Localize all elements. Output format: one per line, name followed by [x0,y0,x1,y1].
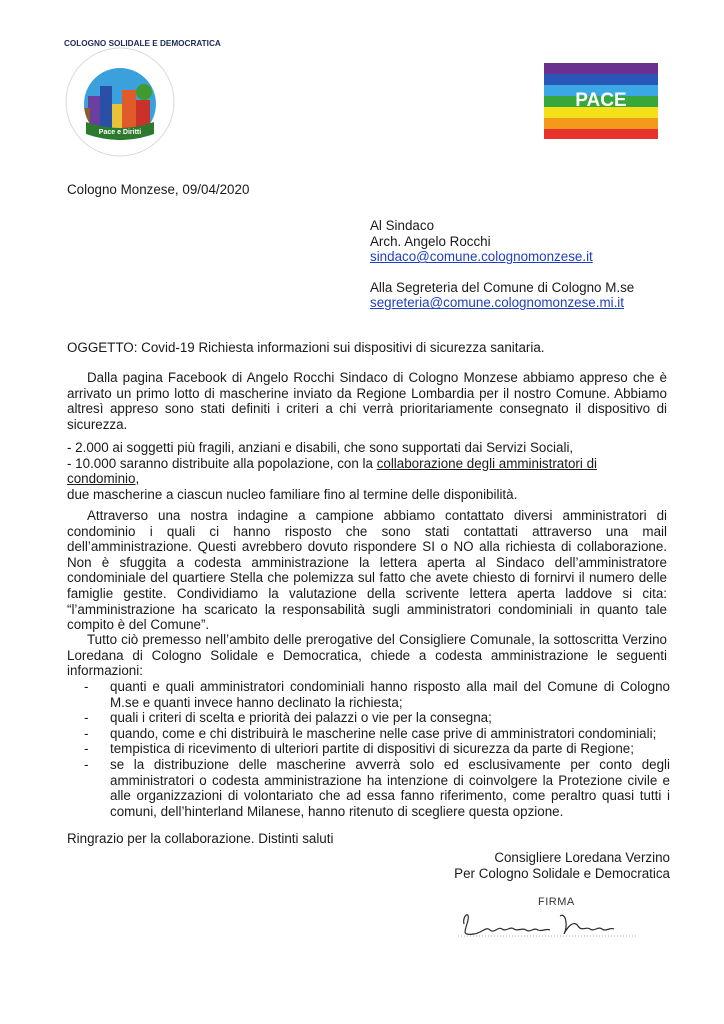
recipient-name: Arch. Angelo Rocchi [370,233,491,249]
criteria-item-population: - 10.000 saranno distribuite alla popolazione, con la collaborazione degli amministratori di condominio, [67,455,597,487]
list-item: - se la distribuzione delle mascherine avverrà solo ed esclusivamente per conto degli amministratori o codesta amministrazione ha intenzione di coinvolgere la Protezione civile e alle organizzazioni di volontariato che ad essa fanno riferimento, come peraltro quasi tutti i comuni, dell’hinterland Milanese, hanno ritenuto di scegliere questa opzione. [84,756,670,819]
peace-flag [544,63,658,139]
logo-banner-text: Pace e Diritti [98,129,142,136]
list-item: - quando, come e chi distribuirà le mascherine nelle case prive di amministratori condominiali; [84,725,657,741]
secretariat-email-link[interactable]: segreteria@comune.colognomonzese.mi.it [370,295,625,311]
cologno-solidale-logo [64,39,221,158]
place-date: Cologno Monzese, 09/04/2020 [67,182,250,197]
list-item: - quanti e quali amministratori condominiali hanno risposto alla mail del Comune di Cologno M.se e quanti invece hanno declinato la richiesta; [84,679,670,710]
recipient-secretariat: Alla Segreteria del Comune di Cologno M.se [370,279,635,295]
logo-graphic [64,39,221,158]
signature-area [456,896,646,946]
signature-graphic [456,896,646,946]
peace-flag-icon [544,63,658,139]
list-item: - tempistica di ricevimento di ulteriori partite di dispositivi di sicurezza da parte di Regione; [84,741,634,757]
collaboration-underlined: collaborazione degli amministratori di condominio [67,455,597,487]
signer-organization: Per Cologno Solidale e Democratica [454,865,670,881]
recipients [370,218,690,311]
criteria-item-population-continued: due mascherine a ciascun nucleo familiare fino al termine delle disponibilità. [67,486,518,502]
distribution-criteria [67,440,671,502]
letter-subject: OGGETTO: Covid-19 Richiesta informazioni sui dispositivi di sicurezza sanitaria. [67,340,545,355]
mayor-email-link[interactable]: sindaco@comune.colognomonzese.it [370,249,593,265]
signature-label: FIRMA [538,896,575,908]
logo-arc-text: COLOGNO SOLIDALE E DEMOCRATICA [64,39,221,48]
paragraph-investigation: Attraverso una nostra indagine a campione abbiamo contattato diversi amministratori di condominio i quali ci hanno risposto che sono stati contattati attraverso una mail dell’amministrazione. Questi avrebbero dovuto rispondere SI o NO alla richiesta di collaborazione. Non è sfuggita a codesta amministrazione la lettera aperta al Sindaco dell’amministratore condominiale del quartiere Stella che polemizza sul fatto che avete chiesto di fornirvi il numero delle famiglie gestite. Condividiamo la valutazione della scrivente lettera aperta laddove si cita: “l’amministrazione ha scaricato la responsabilità sugli amministratori condominiali in quanto tale compito è del Comune”. [67,508,667,633]
signer-block [380,850,670,881]
closing-greeting: Ringrazio per la collaborazione. Distinti saluti [67,831,334,846]
paragraph-request: Tutto ciò premesso nell’ambito delle prerogative del Consigliere Comunale, la sottoscritta Verzino Loredana di Cologno Solidale e Democratica, chiede a codesta amministrazione le seguenti informazioni: [67,632,667,679]
questions-list [84,679,670,819]
criteria-item-fragile: - 2.000 ai soggetti più fragili, anziani e disabili, che sono supportati dai Servizi Sociali, [67,440,574,455]
list-item: - quali i criteri di scelta e priorità dei palazzi o vie per la consegna; [84,710,492,726]
recipient-title: Al Sindaco [370,218,435,233]
paragraph-facebook: Dalla pagina Facebook di Angelo Rocchi Sindaco di Cologno Monzese abbiamo appreso che è arrivato un primo lotto di mascherine inviato da Regione Lombardia per il nostro Comune. Abbiamo altresì appreso sono stati definiti i criteri a chi verrà prioritariamente consegnato il dispositivo di sicurezza. [67,370,667,432]
signer-name: Consigliere Loredana Verzino [494,850,670,865]
peace-flag-label: PACE [575,90,627,111]
